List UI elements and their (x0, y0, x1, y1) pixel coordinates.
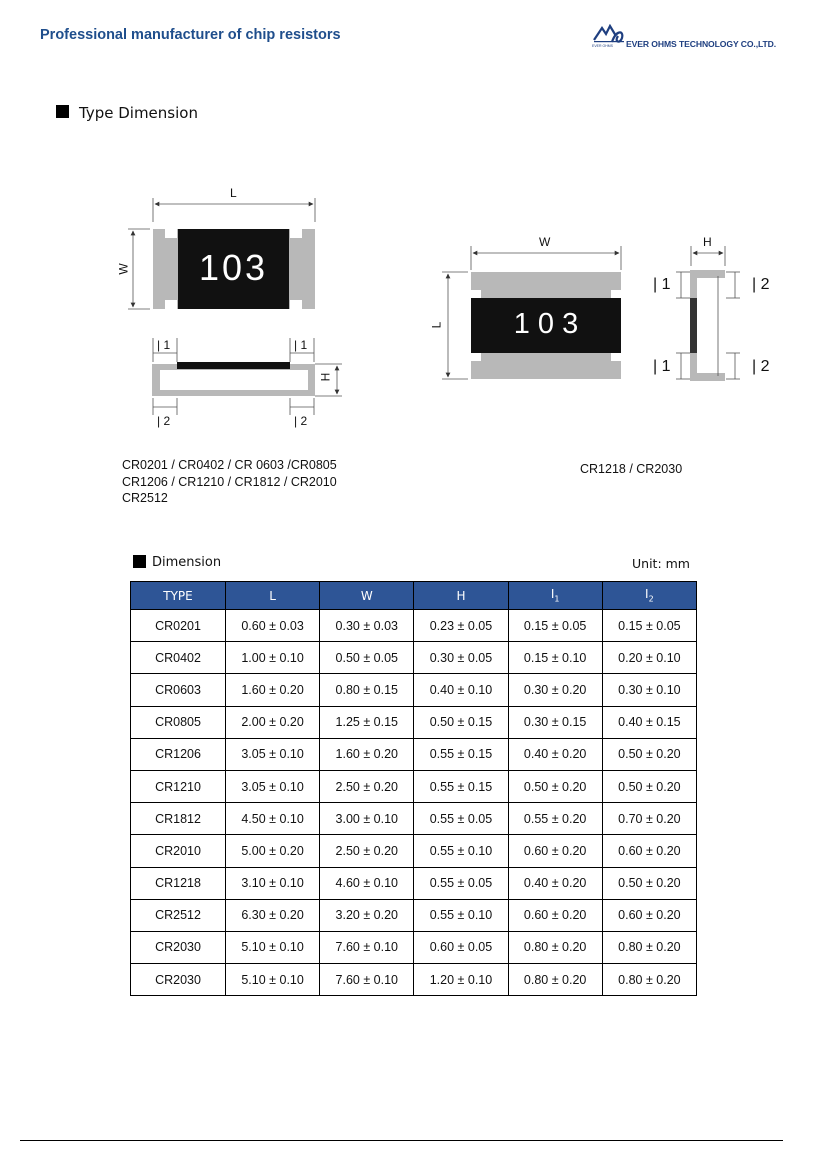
header-text: H (456, 588, 466, 603)
table-header-row (131, 582, 697, 610)
value-cell: 0.60 ± 0.20 (508, 899, 602, 931)
value-cell: 0.55 ± 0.10 (414, 899, 508, 931)
value-cell: 0.80 ± 0.15 (320, 674, 414, 706)
value-cell: 3.05 ± 0.10 (226, 770, 320, 802)
header-cell (414, 582, 508, 610)
header-text: W (360, 588, 373, 603)
right-label-W: W (539, 235, 551, 249)
value-cell: 2.50 ± 0.20 (320, 770, 414, 802)
left-l2-a-text: 2 (163, 414, 171, 428)
value-cell: 0.30 ± 0.20 (508, 674, 602, 706)
value-cell: 1.20 ± 0.10 (414, 964, 508, 996)
type-cell: CR0201 (131, 610, 226, 642)
table-row (131, 738, 697, 770)
table-row (131, 899, 697, 931)
value-cell: 0.30 ± 0.03 (320, 610, 414, 642)
value-cell: 0.80 ± 0.20 (602, 931, 696, 963)
right-l2-top-text: 2 (760, 276, 770, 293)
caption-line: CR2512 (122, 491, 168, 505)
value-cell: 3.10 ± 0.10 (226, 867, 320, 899)
right-label-l1-top: | 1 (653, 276, 671, 293)
right-chip-marking: 1 0 3 (513, 308, 579, 340)
left-label-l2-b: | 2 (294, 414, 308, 428)
value-cell: 0.15 ± 0.05 (508, 610, 602, 642)
table-row (131, 867, 697, 899)
right-label-l2-bottom: | 2 (752, 358, 770, 375)
value-cell: 0.60 ± 0.20 (602, 835, 696, 867)
value-cell: 0.40 ± 0.20 (508, 867, 602, 899)
value-cell: 4.50 ± 0.10 (226, 803, 320, 835)
value-cell: 6.30 ± 0.20 (226, 899, 320, 931)
header-text: I (550, 587, 555, 602)
dimension-title (133, 555, 221, 570)
value-cell: 0.55 ± 0.20 (508, 803, 602, 835)
value-cell: 0.70 ± 0.20 (602, 803, 696, 835)
header-cell (226, 582, 320, 610)
value-cell: 0.40 ± 0.10 (414, 674, 508, 706)
type-cell: CR1206 (131, 738, 226, 770)
value-cell: 0.55 ± 0.15 (414, 770, 508, 802)
value-cell: 1.60 ± 0.20 (226, 674, 320, 706)
value-cell: 0.40 ± 0.20 (508, 738, 602, 770)
right-l1-bottom-text: 1 (661, 358, 671, 375)
value-cell: 0.15 ± 0.10 (508, 642, 602, 674)
header-cell (131, 582, 226, 610)
value-cell: 0.30 ± 0.15 (508, 706, 602, 738)
value-cell: 5.00 ± 0.20 (226, 835, 320, 867)
header-cell (508, 582, 602, 610)
unit-label: Unit: mm (632, 556, 690, 571)
value-cell: 0.50 ± 0.20 (602, 770, 696, 802)
value-cell: 5.10 ± 0.10 (226, 931, 320, 963)
value-cell: 2.00 ± 0.20 (226, 706, 320, 738)
right-label-l2-top: | 2 (752, 276, 770, 293)
table-row (131, 803, 697, 835)
value-cell: 0.60 ± 0.03 (226, 610, 320, 642)
type-cell: CR1812 (131, 803, 226, 835)
right-l2-bottom-text: 2 (760, 358, 770, 375)
left-label-H: H (318, 372, 333, 382)
type-cell: CR0402 (131, 642, 226, 674)
bullet-square-icon (133, 555, 146, 568)
left-label-l1-a: | 1 (157, 338, 171, 352)
value-cell: 3.05 ± 0.10 (226, 738, 320, 770)
value-cell: 0.50 ± 0.20 (508, 770, 602, 802)
value-cell: 0.30 ± 0.10 (602, 674, 696, 706)
value-cell: 0.60 ± 0.20 (602, 899, 696, 931)
value-cell: 0.55 ± 0.10 (414, 835, 508, 867)
left-l1-a-text: 1 (163, 338, 171, 352)
value-cell: 0.23 ± 0.05 (414, 610, 508, 642)
value-cell: 7.60 ± 0.10 (320, 964, 414, 996)
right-label-L: L (429, 321, 444, 329)
value-cell: 7.60 ± 0.10 (320, 931, 414, 963)
left-chip-marking: 103 (198, 247, 269, 288)
table-row (131, 964, 697, 996)
header-text: L (269, 588, 276, 603)
type-cell: CR2030 (131, 964, 226, 996)
caption-line: CR0201 / CR0402 / CR 0603 /CR0805 (122, 458, 337, 472)
value-cell: 0.15 ± 0.05 (602, 610, 696, 642)
left-label-W: W (116, 263, 131, 275)
value-cell: 0.50 ± 0.15 (414, 706, 508, 738)
left-l1-b-text: 1 (300, 338, 308, 352)
type-cell: CR2010 (131, 835, 226, 867)
table-row (131, 706, 697, 738)
value-cell: 0.60 ± 0.20 (508, 835, 602, 867)
value-cell: 1.25 ± 0.15 (320, 706, 414, 738)
dimension-diagrams (0, 0, 827, 520)
value-cell: 1.00 ± 0.10 (226, 642, 320, 674)
table-row (131, 674, 697, 706)
value-cell: 2.50 ± 0.20 (320, 835, 414, 867)
type-cell: CR1218 (131, 867, 226, 899)
left-l2-b-text: 2 (300, 414, 308, 428)
type-cell: CR2030 (131, 931, 226, 963)
right-label-H: H (703, 235, 712, 249)
value-cell: 0.50 ± 0.20 (602, 738, 696, 770)
footer-rule (20, 1140, 783, 1141)
table-row (131, 770, 697, 802)
type-cell: CR0805 (131, 706, 226, 738)
dimension-title-text: Dimension (152, 555, 222, 570)
right-diagram-caption: CR1218 / CR2030 (580, 462, 683, 476)
left-label-L: L (230, 186, 237, 200)
dimension-table (130, 581, 697, 996)
table-row (131, 931, 697, 963)
section-title-text: Type Dimension (79, 104, 198, 122)
header-subscript: 1 (554, 594, 560, 604)
header-cell (602, 582, 696, 610)
value-cell: 0.50 ± 0.20 (602, 867, 696, 899)
value-cell: 0.40 ± 0.15 (602, 706, 696, 738)
company-name: EVER OHMS TECHNOLOGY CO.,LTD. (626, 39, 777, 49)
header-cell (320, 582, 414, 610)
value-cell: 0.55 ± 0.05 (414, 867, 508, 899)
logo-small-text: EVER OHMS (592, 44, 614, 48)
caption-line: CR1206 / CR1210 / CR1812 / CR2010 (122, 474, 337, 489)
value-cell: 0.60 ± 0.05 (414, 931, 508, 963)
value-cell: 4.60 ± 0.10 (320, 867, 414, 899)
left-label-l2-a: | 2 (157, 414, 171, 428)
value-cell: 0.55 ± 0.15 (414, 738, 508, 770)
table-row (131, 642, 697, 674)
value-cell: 0.80 ± 0.20 (508, 931, 602, 963)
value-cell: 0.80 ± 0.20 (602, 964, 696, 996)
left-diagram-caption (122, 457, 337, 507)
left-label-l1-b: | 1 (294, 338, 308, 352)
value-cell: 5.10 ± 0.10 (226, 964, 320, 996)
type-cell: CR1210 (131, 770, 226, 802)
right-label-l1-bottom: | 1 (653, 358, 671, 375)
header-text: I (645, 587, 649, 602)
value-cell: 3.20 ± 0.20 (320, 899, 414, 931)
value-cell: 0.30 ± 0.05 (414, 642, 508, 674)
header-subscript: 2 (648, 594, 654, 604)
value-cell: 3.00 ± 0.10 (320, 803, 414, 835)
type-cell: CR0603 (131, 674, 226, 706)
table-body (131, 610, 697, 996)
table-row (131, 610, 697, 642)
page-header-title: Professional manufacturer of chip resistors (40, 27, 341, 43)
value-cell: 0.80 ± 0.20 (508, 964, 602, 996)
type-cell: CR2512 (131, 899, 226, 931)
value-cell: 1.60 ± 0.20 (320, 738, 414, 770)
right-l1-top-text: 1 (661, 276, 671, 293)
table-row (131, 835, 697, 867)
header-text: TYPE (163, 588, 193, 603)
value-cell: 0.50 ± 0.05 (320, 642, 414, 674)
value-cell: 0.20 ± 0.10 (602, 642, 696, 674)
value-cell: 0.55 ± 0.05 (414, 803, 508, 835)
